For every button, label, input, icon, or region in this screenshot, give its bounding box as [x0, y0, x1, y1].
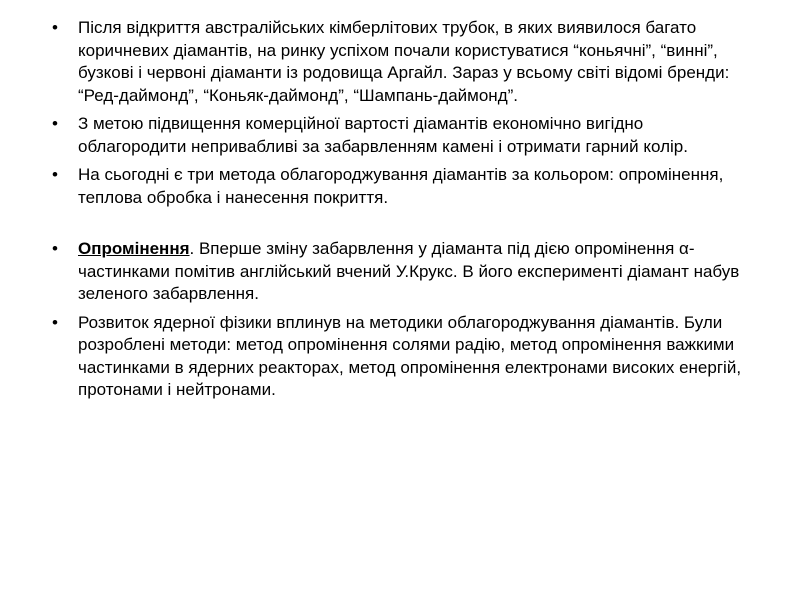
irradiation-term: Опромінення	[78, 239, 190, 258]
bullet-text: Після відкриття австралійських кімберлітових трубок, в яких виявилося багато коричневих діамантів, на ринку успіхом почали користуватися “коньячні”, “винні”, бузкові і червоні діаманти із родовища Аргайл. Зараз у всьому світі відомі бренди: “Ред-даймонд”, “Коньяк-даймонд”, “Шампань-даймонд”.	[78, 18, 730, 105]
bullet-item-brown-diamonds	[52, 17, 752, 107]
bullet-text: На сьогодні є три метода облагороджування діамантів за кольором: опромінення, теплова обробка і нанесення покриття.	[78, 165, 724, 207]
bullet-icon: •	[52, 239, 58, 258]
bullet-item-three-methods	[52, 164, 752, 209]
bullet-item-value-enhancement	[52, 113, 752, 158]
bullet-item-nuclear-physics	[52, 312, 752, 402]
bullet-item-irradiation	[52, 238, 752, 306]
bullet-text: З метою підвищення комерційної вартості діамантів економічно вигідно облагородити непривабливі за забарвленням камені і отримати гарний колір.	[78, 114, 688, 156]
bullet-list	[52, 17, 752, 408]
bullet-text: Розвиток ядерної фізики вплинув на методики облагороджування діамантів. Були розроблені методи: метод опромінення солями радію, метод опромінення важкими частинками в ядерних реакторах, метод опромінення електронами високих енергій, протонами і нейтронами.	[78, 312, 742, 399]
bullet-text: . Вперше зміну забарвлення у діаманта під дією опромінення α-частинками помітив англійський вчений У.Крукс. В його експерименті діамант набув зеленого забарвлення.	[78, 239, 740, 303]
bullet-icon: •	[52, 18, 58, 37]
bullet-icon: •	[52, 114, 58, 133]
bullet-icon: •	[52, 165, 58, 184]
bullet-icon: •	[52, 312, 58, 332]
